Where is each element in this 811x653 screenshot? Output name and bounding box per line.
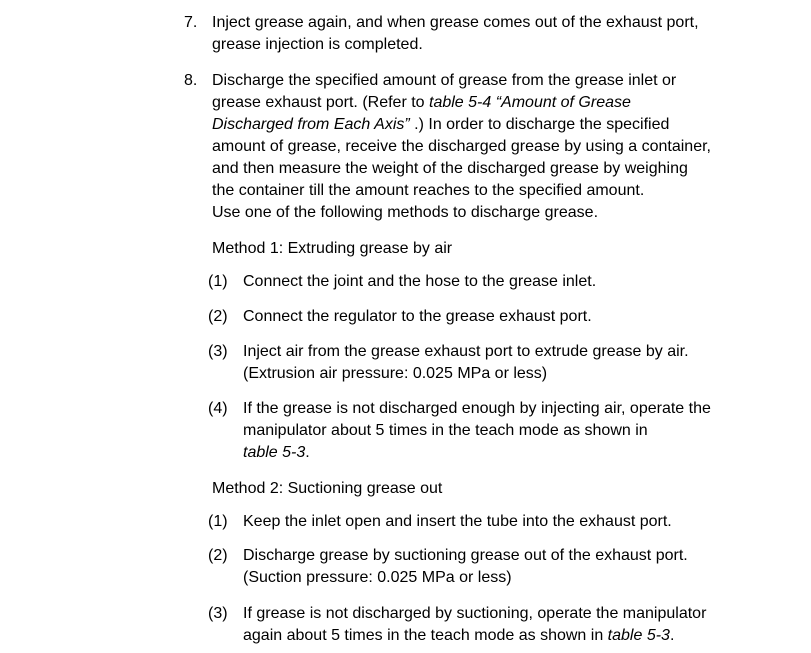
text-line: (Extrusion air pressure: 0.025 MPa or less) (243, 365, 548, 382)
text-line (243, 442, 768, 464)
step-number: 7. (184, 14, 198, 31)
method-2-item-3 (208, 603, 768, 647)
text-line: If grease is not discharged by suctioning, operate the manipulator (243, 605, 707, 622)
text-line: Inject air from the grease exhaust port to extrude grease by air. (243, 343, 689, 360)
text-line: the container till the amount reaches to the specified amount. (212, 182, 645, 199)
step-text (212, 70, 744, 224)
item-number: (2) (208, 308, 228, 325)
method-1-item-1 (208, 271, 768, 293)
item-text (243, 511, 768, 533)
item-text (243, 271, 768, 293)
text-line: Discharge the specified amount of grease from the grease inlet or (212, 72, 677, 89)
text-line: and then measure the weight of the discharged grease by weighing (212, 160, 688, 177)
text-fragment: again about 5 times in the teach mode as shown in (243, 627, 608, 644)
text-line: (Suction pressure: 0.025 MPa or less) (243, 569, 512, 586)
table-reference-link[interactable]: table 5-3 (243, 444, 306, 461)
table-reference-link[interactable]: Discharged from Each Axis” (212, 116, 410, 133)
method-2-item-1 (208, 511, 768, 533)
item-text (243, 545, 768, 589)
method-1-item-4 (208, 398, 768, 464)
item-number: (1) (208, 513, 228, 530)
text-line: amount of grease, receive the discharged grease by using a container, (212, 138, 711, 155)
text-line: Discharge grease by suctioning grease out of the exhaust port. (243, 547, 688, 564)
text-line: Connect the joint and the hose to the grease inlet. (243, 273, 597, 290)
text-line: Connect the regulator to the grease exhaust port. (243, 308, 592, 325)
step-number: 8. (184, 72, 198, 89)
table-reference-link[interactable]: table 5-4 “Amount of Grease (429, 94, 631, 111)
item-number: (1) (208, 273, 228, 290)
item-text (243, 341, 768, 385)
text-line: Inject grease again, and when grease comes out of the exhaust port, (212, 14, 699, 31)
text-fragment: . (669, 627, 675, 644)
item-text (243, 306, 768, 328)
method-1-item-2 (208, 306, 768, 328)
item-number: (2) (208, 547, 228, 564)
item-text (243, 398, 768, 464)
method-2-title: Method 2: Suctioning grease out (212, 480, 443, 497)
text-fragment: .) In order to discharge the specified (409, 116, 670, 133)
text-fragment: . (305, 444, 310, 461)
method-2-item-2 (208, 545, 768, 589)
step-text (212, 12, 744, 56)
method-1-item-3 (208, 341, 768, 385)
item-number: (4) (208, 400, 228, 417)
text-line (212, 92, 744, 114)
method-1-title: Method 1: Extruding grease by air (212, 240, 453, 257)
text-line: Use one of the following methods to discharge grease. (212, 204, 599, 221)
step-7 (184, 12, 744, 56)
item-number: (3) (208, 343, 228, 360)
text-line (243, 625, 768, 647)
text-line: If the grease is not discharged enough by injecting air, operate the (243, 400, 711, 417)
text-line: grease injection is completed. (212, 36, 423, 53)
item-text (243, 603, 768, 647)
text-fragment: grease exhaust port. (Refer to (212, 94, 429, 111)
table-reference-link[interactable]: table 5-3 (607, 627, 670, 644)
step-8 (184, 70, 744, 224)
item-number: (3) (208, 605, 228, 622)
text-line (212, 114, 744, 136)
text-line: manipulator about 5 times in the teach mode as shown in (243, 422, 648, 439)
text-line: Keep the inlet open and insert the tube into the exhaust port. (243, 513, 672, 530)
